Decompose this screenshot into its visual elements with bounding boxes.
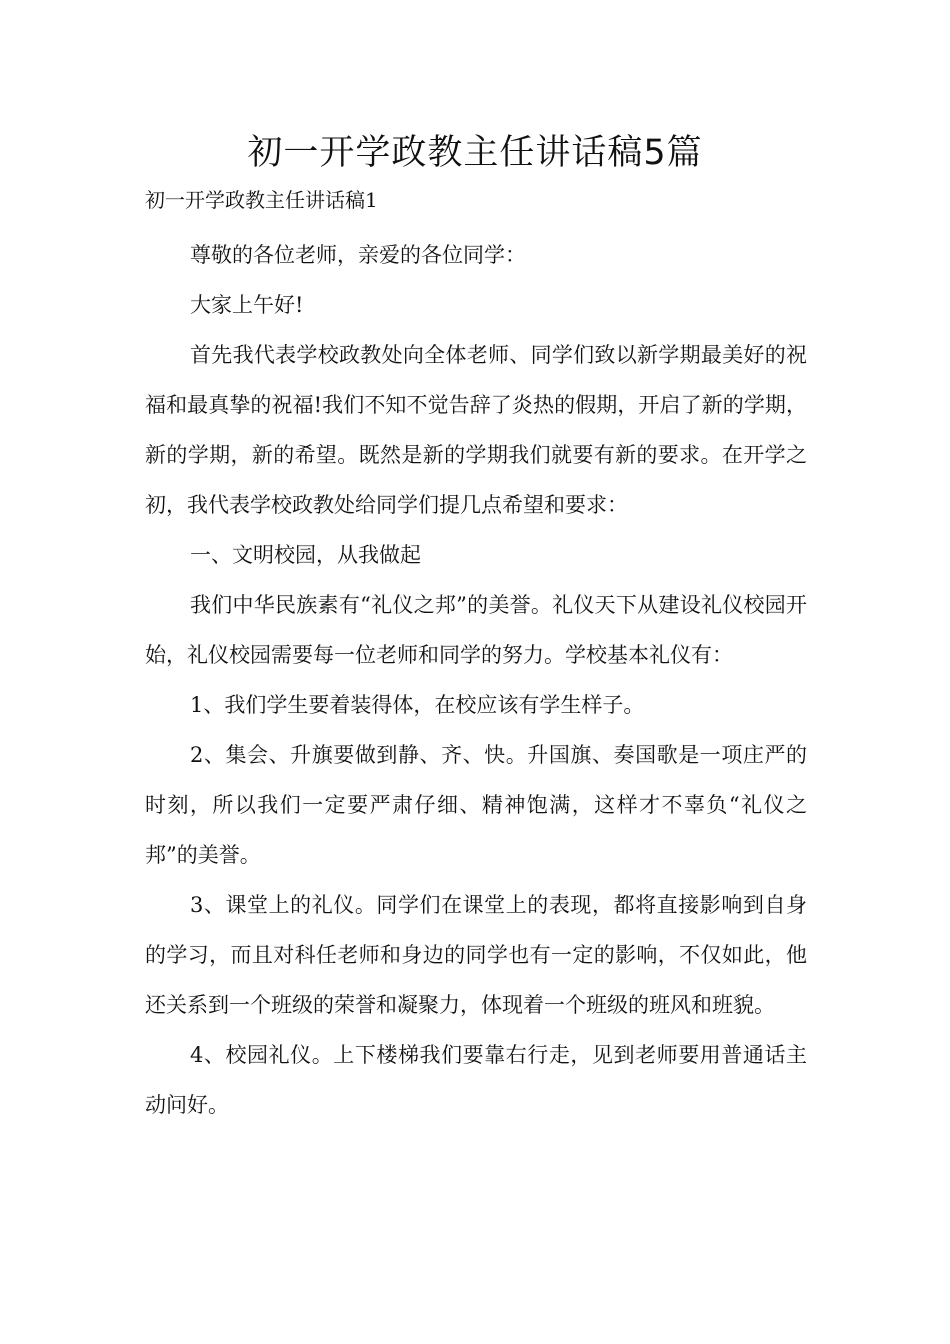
list-item-3: 3、课堂上的礼仪。同学们在课堂上的表现，都将直接影响到自身的学习，而且对科任老师和身边的同学也有一定的影响，不仅如此，他还关系到一个班级的荣誉和凝聚力，体现着一个班级的班风和班貌。 (145, 893, 807, 1017)
paragraph-intro: 首先我代表学校政教处向全体老师、同学们致以新学期最美好的祝福和最真挚的祝福!我们不知不觉告辞了炎热的假期，开启了新的学期，新的学期，新的希望。既然是新的学期我们就要有新的要求。在开学之初，我代表学校政教处给同学们提几点希望和要求： (145, 343, 807, 517)
document-title: 初一开学政教主任讲话稿5篇 (247, 133, 703, 173)
list-item-2: 2、集会、升旗要做到静、齐、快。升国旗、奏国歌是一项庄严的时刻，所以我们一定要严肃仔细、精神饱满，这样才不辜负“礼仪之邦”的美誉。 (145, 743, 807, 867)
list-item-4: 4、校园礼仪。上下楼梯我们要靠右行走，见到老师要用普通话主动问好。 (145, 1043, 807, 1117)
section-point-1-heading: 一、文明校园，从我做起 (190, 543, 421, 567)
document-body (145, 230, 807, 1130)
salutation: 尊敬的各位老师，亲爱的各位同学： (190, 243, 526, 267)
section-heading: 初一开学政教主任讲话稿1 (145, 188, 378, 212)
greeting: 大家上午好! (190, 293, 304, 317)
paragraph-etiquette: 我们中华民族素有“礼仪之邦”的美誉。礼仪天下从建设礼仪校园开始，礼仪校园需要每一位老师和同学的努力。学校基本礼仪有： (145, 593, 807, 667)
list-item-1: 1、我们学生要着装得体，在校应该有学生样子。 (190, 693, 645, 717)
